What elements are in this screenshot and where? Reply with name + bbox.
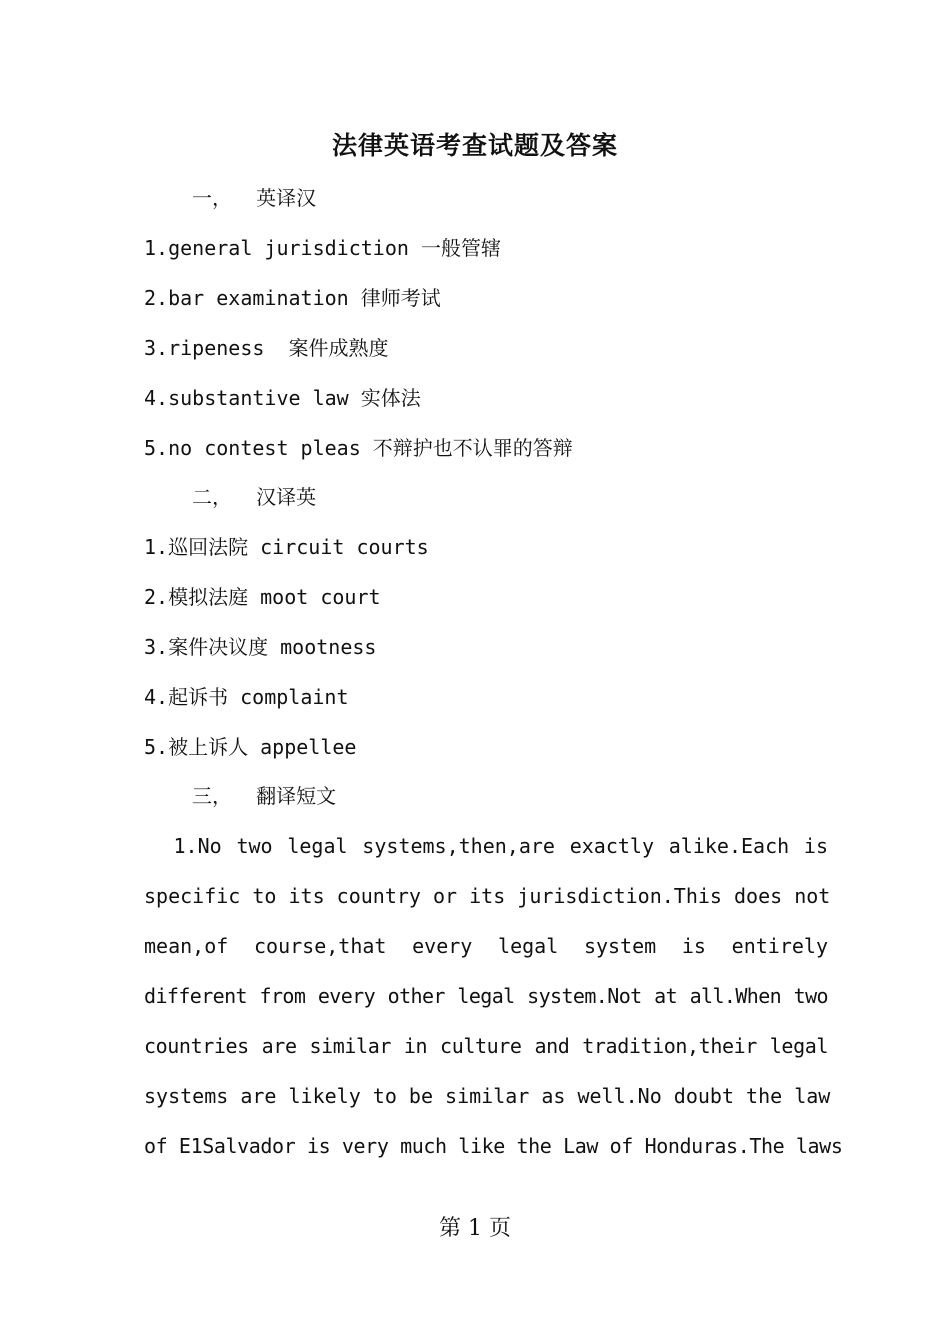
section-2-item: 5.被上诉人 appellee (144, 735, 357, 759)
paragraph-line: countries are similar in culture and tradition,their legal (144, 1034, 828, 1058)
section-1-item: 3.ripeness 案件成熟度 (144, 336, 389, 360)
section-2-item: 4.起诉书 complaint (144, 685, 349, 709)
paragraph-line: systems are likely to be similar as well.No doubt the law (144, 1084, 831, 1108)
paragraph-line: mean,of course,that every legal system is entirely (144, 934, 828, 958)
page-number: 第 1 页 (439, 1216, 511, 1241)
section-1-item: 4.substantive law 实体法 (144, 386, 421, 410)
paragraph-line: different from every other legal system.Not at all.When two (144, 984, 828, 1008)
document-title: 法律英语考查试题及答案 (331, 131, 618, 160)
section-1-item: 1.general jurisdiction 一般管辖 (144, 236, 501, 260)
section-3-heading: 三， 翻译短文 (192, 784, 337, 808)
section-1-item: 2.bar examination 律师考试 (144, 286, 441, 310)
section-2-item: 3.案件决议度 mootness (144, 635, 377, 659)
paragraph-line: of E1Salvador is very much like the Law of Honduras.The laws (144, 1134, 843, 1158)
section-2-item: 1.巡回法院 circuit courts (144, 535, 429, 559)
section-2-item: 2.模拟法庭 moot court (144, 585, 381, 609)
paragraph-line: specific to its country or its jurisdiction.This does not (144, 884, 831, 908)
paragraph-line: 1.No two legal systems,then,are exactly alike.Each is (144, 834, 828, 858)
section-1-heading: 一， 英译汉 (192, 186, 317, 210)
section-1-item: 5.no contest pleas 不辩护也不认罪的答辩 (144, 436, 573, 460)
section-2-heading: 二， 汉译英 (192, 485, 317, 509)
